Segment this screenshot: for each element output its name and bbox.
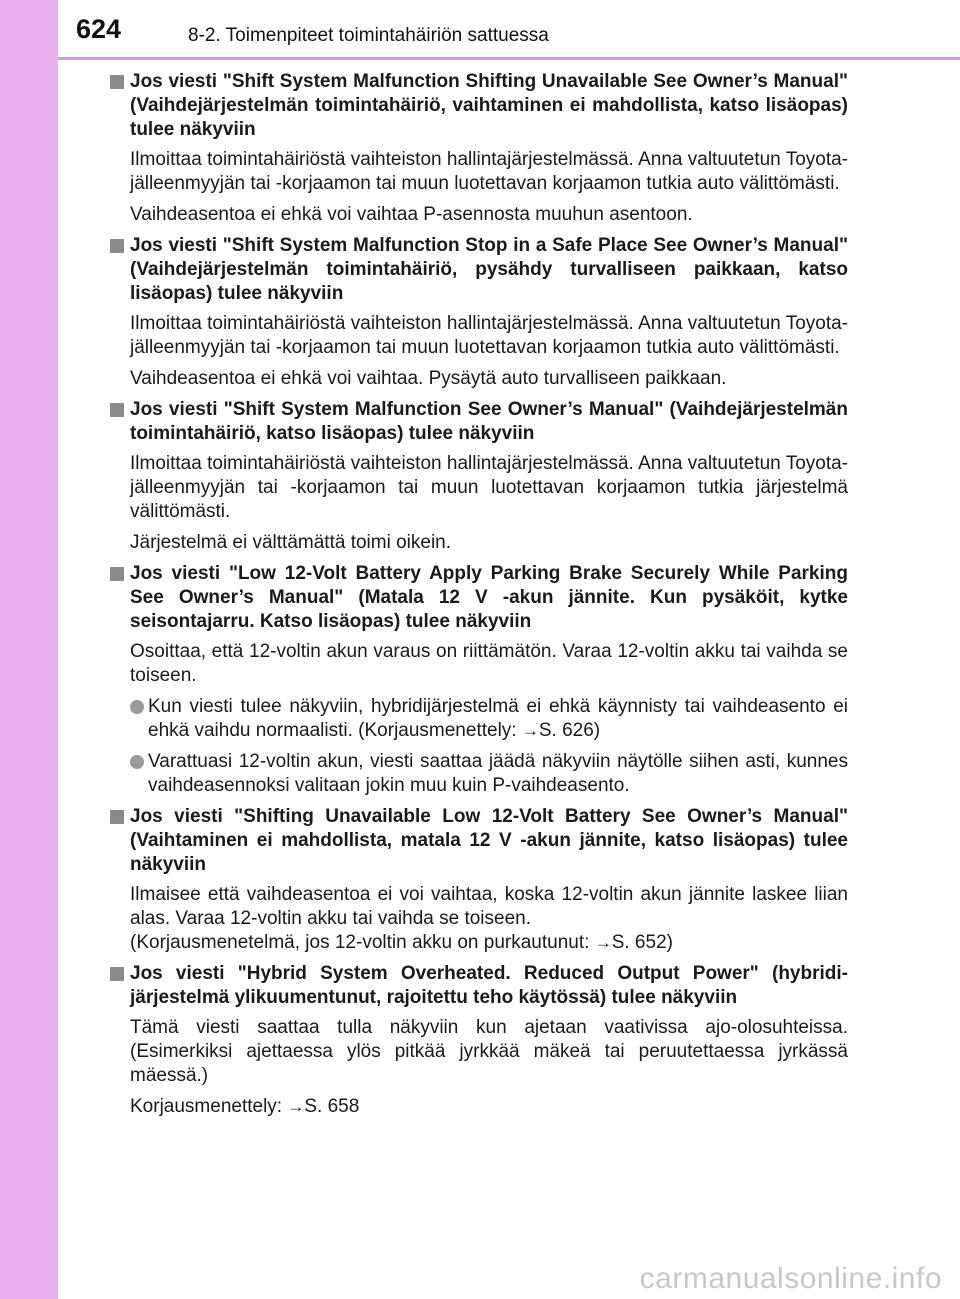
page-reference-link[interactable]: S. 658 xyxy=(304,1096,360,1117)
watermark: carmanualsonline.info xyxy=(639,1262,942,1295)
section-heading: Jos viesti "Shifting Unavailable Low 12-Volt Battery See Owner’s Manual" (Vaihtaminen ei mahdollista, matala 12 V -akun jännite, katso lisäopas) tulee näkyviin xyxy=(108,805,848,877)
section-heading: Jos viesti "Hybrid System Overheated. Reduced Output Power" (hybridijärjestelmä ylikuumentunut, rajoitettu teho käytössä) tulee näkyviin xyxy=(108,962,848,1010)
round-bullet-icon xyxy=(130,755,144,769)
square-bullet-icon xyxy=(110,967,124,981)
paragraph: Järjestelmä ei välttämättä toimi oikein. xyxy=(130,532,452,553)
list-item: Varattuasi 12-voltin akun, viesti saattaa jäädä näkyviin näytölle siihen asti, kunnes vaihdeasennoksi valitaan jokin muu kuin P-vaihdeasento. xyxy=(108,750,848,798)
section-6 xyxy=(108,962,848,1119)
section-heading: Jos viesti "Shift System Malfunction See Owner’s Manual" (Vaihdejärjestelmän toimintahäiriö, katso lisäopas) tulee näkyviin xyxy=(108,398,848,446)
section-2 xyxy=(108,234,848,391)
paragraph: Vaihdeasentoa ei ehkä voi vaihtaa. Pysäytä auto turvalliseen paikkaan. xyxy=(130,368,727,389)
square-bullet-icon xyxy=(110,239,124,253)
square-bullet-icon xyxy=(110,810,124,824)
square-bullet-icon xyxy=(110,567,124,581)
section-3 xyxy=(108,398,848,555)
section-heading: Jos viesti "Shift System Malfunction Shifting Unavailable See Owner’s Manual" (Vaihdejärjestelmän toimintahäiriö, vaihtaminen ei mahdollista, katso lisäopas) tulee näkyviin xyxy=(108,70,848,142)
round-bullet-icon xyxy=(130,700,144,714)
reference-line: Korjausmenettely: →S. 658 xyxy=(130,1096,360,1117)
paragraph: Ilmoittaa toimintahäiriöstä vaihteiston hallintajärjestelmässä. Anna valtuutetun Toyota-jälleenmyyjän tai -korjaamon tai muun luotettavan korjaamon tutkia järjestelmä välittömästi. xyxy=(130,453,848,522)
sidebar-band xyxy=(0,0,58,1299)
paragraph: Tämä viesti saattaa tulla näkyviin kun ajetaan vaativissa ajo-olosuhteissa. (Esimerkiksi ajettaessa ylös pitkää jyrkkää mäkeä tai peruutettaessa jyrkässä mäessä.) xyxy=(130,1017,848,1086)
page-reference-link[interactable]: S. 652) xyxy=(611,932,673,953)
section-1 xyxy=(108,70,848,227)
section-heading: Jos viesti "Shift System Malfunction Stop in a Safe Place See Owner’s Manual" (Vaihdejärjestelmän toimintahäiriö, pysähdy turvalliseen paikkaan, katso lisäopas) tulee näkyviin xyxy=(108,234,848,306)
content xyxy=(108,70,848,1126)
paragraph: Ilmoittaa toimintahäiriöstä vaihteiston hallintajärjestelmässä. Anna valtuutetun Toyota-jälleenmyyjän tai -korjaamon tai muun luotettavan korjaamon tutkia auto välittömästi. xyxy=(130,313,848,358)
paragraph: Ilmaisee että vaihdeasentoa ei voi vaihtaa, koska 12-voltin akun jännite laskee liian alas. Varaa 12-voltin akku tai vaihda se toiseen. xyxy=(130,884,848,929)
arrow-right-icon: → xyxy=(594,933,612,952)
header-divider xyxy=(58,57,960,60)
section-5 xyxy=(108,805,848,955)
list-item: Kun viesti tulee näkyviin, hybridijärjestelmä ei ehkä käynnisty tai vaihdeasento ei ehkä vaihdu normaalisti. (Korjausmenettely: →S. 626) xyxy=(108,695,848,743)
page-number: 624 xyxy=(76,14,122,44)
reference-line: (Korjausmenetelmä, jos 12-voltin akku on purkautunut: →S. 652) xyxy=(130,932,673,953)
arrow-right-icon: → xyxy=(521,721,539,740)
paragraph: Vaihdeasentoa ei ehkä voi vaihtaa P-asennosta muuhun asentoon. xyxy=(130,204,693,225)
square-bullet-icon xyxy=(110,403,124,417)
section-heading: Jos viesti "Low 12-Volt Battery Apply Parking Brake Securely While Parking See Owner’s Manual" (Matala 12 V -akun jännite. Kun pysäköit, kytke seisontajarru. Katso lisäopas) tulee näkyviin xyxy=(108,562,848,634)
section-title: 8-2. Toimenpiteet toimintahäiriön sattuessa xyxy=(188,25,549,46)
arrow-right-icon: → xyxy=(287,1097,305,1116)
square-bullet-icon xyxy=(110,75,124,89)
page-reference-link[interactable]: S. 626) xyxy=(538,720,601,741)
paragraph: Osoittaa, että 12-voltin akun varaus on riittämätön. Varaa 12-voltin akku tai vaihda se toiseen. xyxy=(130,641,848,686)
paragraph: Ilmoittaa toimintahäiriöstä vaihteiston hallintajärjestelmässä. Anna valtuutetun Toyota-jälleenmyyjän tai -korjaamon tai muun luotettavan korjaamon tutkia auto välittömästi. xyxy=(130,149,848,194)
section-4 xyxy=(108,562,848,798)
